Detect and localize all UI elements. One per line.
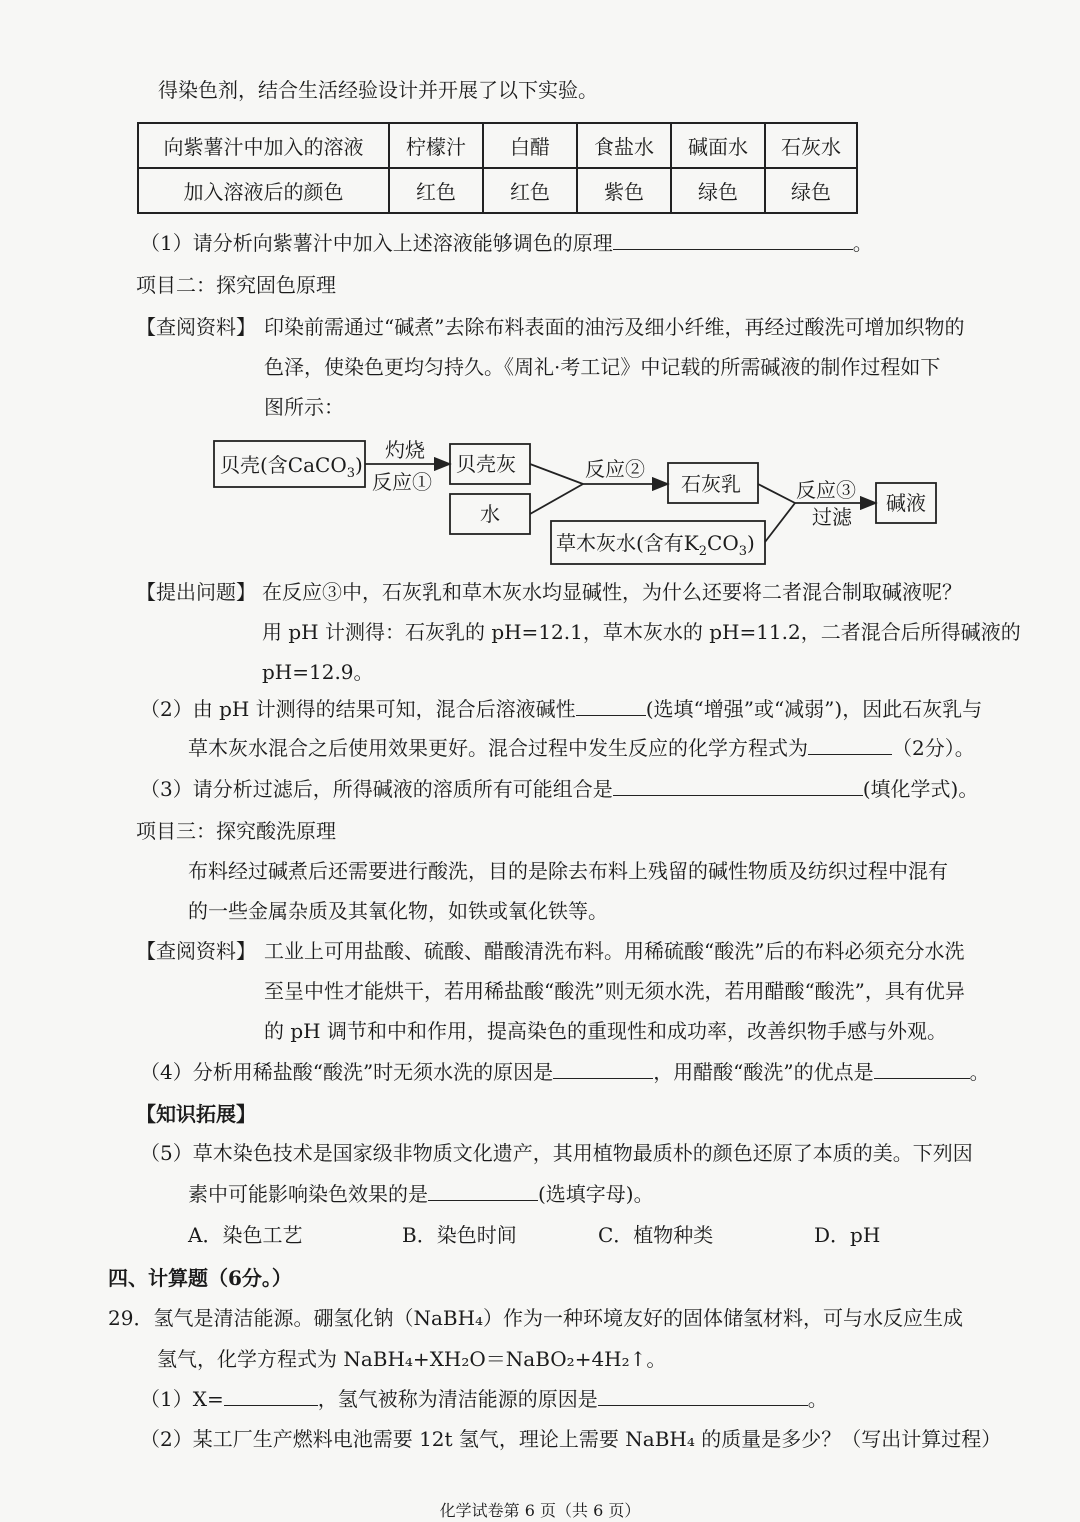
expand-label: 【知识拓展】 <box>136 1102 256 1126</box>
connector-ash <box>530 464 583 484</box>
label-water: 水 <box>480 502 500 526</box>
option-b[interactable]: B．染色时间 <box>402 1223 517 1247</box>
table-cell: 柠檬汁 <box>389 123 483 168</box>
table-cell: 碱面水 <box>671 123 765 168</box>
connector-water <box>530 484 583 514</box>
answer-blank[interactable] <box>613 775 863 796</box>
question-1: （1）请分析向紫薯汁中加入上述溶液能够调色的原理 。 <box>140 231 873 255</box>
label-shell: 贝壳(含CaCO$_3$) <box>220 453 363 481</box>
answer-blank[interactable] <box>224 1385 318 1406</box>
answer-blank[interactable] <box>874 1058 970 1079</box>
question-line: 在反应③中，石灰乳和草木灰水均显碱性，为什么还要将二者混合制取碱液呢？ <box>262 580 962 604</box>
option-a[interactable]: A．染色工艺 <box>188 1223 303 1247</box>
connector-plant <box>765 503 795 542</box>
paragraph-line: 布料经过碱煮后还需要进行酸洗，目的是除去布料上残留的碱性物质及纺织过程中混有 <box>188 859 948 883</box>
reference-label: 【查阅资料】 <box>136 939 256 963</box>
question-line: pH=12.9。 <box>262 660 374 684</box>
table-cell: 红色 <box>389 168 483 213</box>
reference-line: 工业上可用盐酸、硫酸、醋酸清洗布料。用稀硫酸“酸洗”后的布料必须充分水洗 <box>264 939 965 963</box>
reference-label: 【查阅资料】 <box>136 315 256 339</box>
label-alkali: 碱液 <box>886 491 926 515</box>
question-5-cont: 素中可能影响染色效果的是 (选填字母)。 <box>188 1182 654 1206</box>
table-cell: 白醋 <box>483 123 577 168</box>
label-plant-ash: 草木灰水(含有$K_2CO_3$) <box>556 531 755 559</box>
page-footer: 化学试卷第 6 页（共 6 页） <box>439 1501 641 1520</box>
question-5: （5）草木染色技术是国家级非物质文化遗产，其用植物最质朴的颜色还原了本质的美。下列因 <box>140 1141 973 1165</box>
question-2: （2）由 pH 计测得的结果可知，混合后溶液碱性 (选填“增强”或“减弱”)，因此石灰乳与 <box>140 697 983 721</box>
question-4: （4）分析用稀盐酸“酸洗”时无须水洗的原因是 ，用醋酸“酸洗”的优点是 。 <box>140 1060 990 1084</box>
alkali-process-diagram <box>0 0 1080 600</box>
label-reaction3: 反应③ <box>796 478 856 502</box>
label-reaction1: 反应① <box>372 470 432 494</box>
table-cell: 石灰水 <box>765 123 857 168</box>
table-cell: 食盐水 <box>577 123 671 168</box>
section-4-title: 四、计算题（6分。） <box>108 1266 292 1290</box>
label-filter: 过滤 <box>812 505 852 529</box>
question-label: 【提出问题】 <box>136 580 256 604</box>
label-shell-ash: 贝壳灰 <box>456 452 516 476</box>
answer-blank[interactable] <box>576 695 646 716</box>
question-3: （3）请分析过滤后，所得碱液的溶质所有可能组合是 (填化学式)。 <box>140 777 979 801</box>
reference-line: 的 pH 调节和中和作用，提高染色的重现性和成功率，改善织物手感与外观。 <box>264 1019 947 1043</box>
option-d[interactable]: D．pH <box>814 1223 881 1247</box>
answer-blank[interactable] <box>598 1385 808 1406</box>
table-cell: 绿色 <box>671 168 765 213</box>
option-c[interactable]: C．植物种类 <box>598 1223 714 1247</box>
answer-blank[interactable] <box>428 1180 538 1201</box>
question-29: 29．氢气是清洁能源。硼氢化钠（NaBH₄）作为一种环境友好的固体储氢材料，可与水反应生成 <box>108 1306 964 1330</box>
table-cell: 红色 <box>483 168 577 213</box>
reference-line: 至呈中性才能烘干，若用稀盐酸“酸洗”则无须水洗，若用醋酸“酸洗”，具有优异 <box>264 979 965 1003</box>
question-29-2: （2）某工厂生产燃料电池需要 12t 氢气，理论上需要 NaBH₄ 的质量是多少？（写出计算过程） <box>140 1427 1002 1451</box>
project-3-title: 项目三：探究酸洗原理 <box>136 819 336 843</box>
reference-line: 印染前需通过“碱煮”去除布料表面的油污及细小纤维，再经过酸洗可增加织物的 <box>264 315 965 339</box>
table-cell: 紫色 <box>577 168 671 213</box>
label-lime-milk: 石灰乳 <box>681 472 741 496</box>
question-29-cont: 氢气，化学方程式为 NaBH₄+XH₂O＝NaBO₂+4H₂↑。 <box>157 1347 667 1371</box>
table-header-cell: 向紫薯汁中加入的溶液 <box>138 123 389 168</box>
answer-blank[interactable] <box>808 734 892 755</box>
connector-lime <box>758 484 795 503</box>
answer-blank[interactable] <box>553 1058 653 1079</box>
question-2-cont: 草木灰水混合之后使用效果更好。混合过程中发生反应的化学方程式为 （2分）。 <box>188 736 975 760</box>
reference-line: 色泽，使染色更均匀持久。《周礼·考工记》中记载的所需碱液的制作过程如下 <box>264 355 941 379</box>
project-2-title: 项目二：探究固色原理 <box>136 273 336 297</box>
intro-text: 得染色剂，结合生活经验设计并开展了以下实验。 <box>158 78 598 102</box>
table-cell: 绿色 <box>765 168 857 213</box>
reference-line: 图所示： <box>264 395 344 419</box>
table-row-label: 加入溶液后的颜色 <box>138 168 389 213</box>
question-29-1: （1）X= ，氢气被称为清洁能源的原因是 。 <box>140 1387 828 1411</box>
label-burn: 灼烧 <box>385 438 425 462</box>
question-line: 用 pH 计测得：石灰乳的 pH=12.1，草木灰水的 pH=11.2，二者混合后所得碱液的 <box>262 620 1021 644</box>
label-reaction2: 反应② <box>585 457 645 481</box>
paragraph-line: 的一些金属杂质及其氧化物，如铁或氧化铁等。 <box>188 899 608 923</box>
